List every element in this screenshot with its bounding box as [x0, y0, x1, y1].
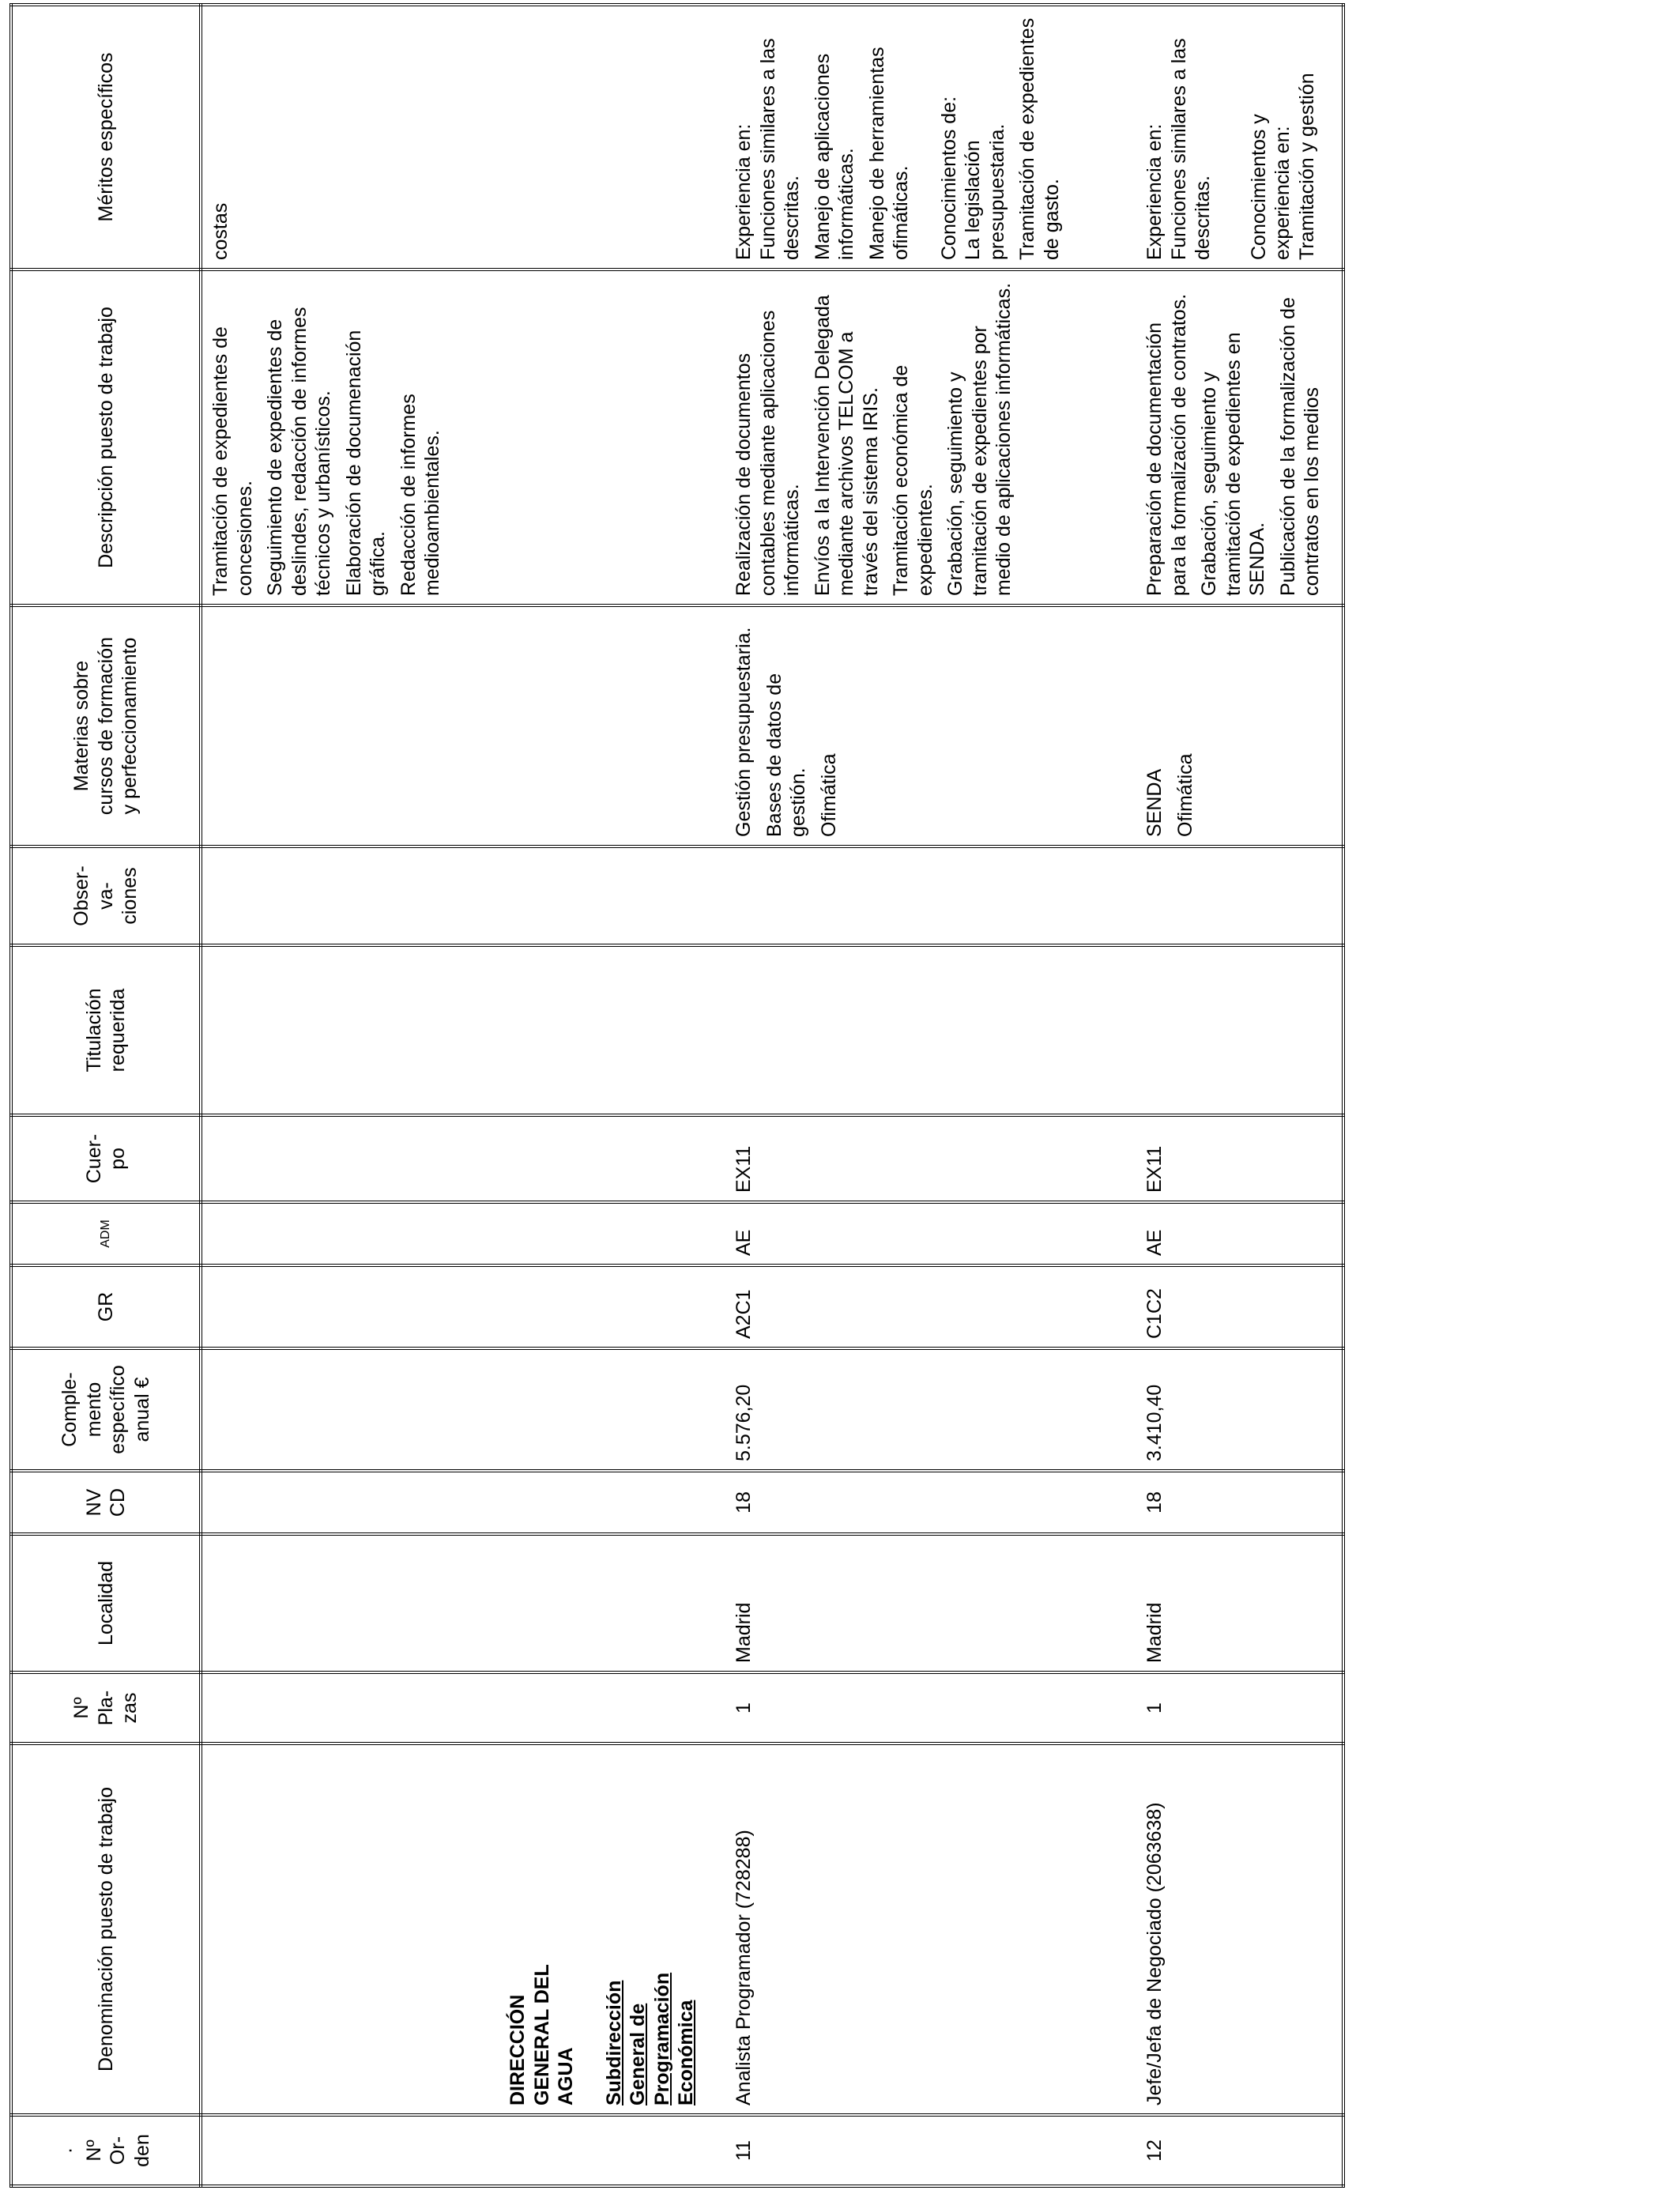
adm-cell: AE [1136, 1202, 1343, 1265]
section-row [499, 5, 725, 2186]
continuation-descripcion: Tramitación de expedientes de concesiones. Seguimiento de expedientes de deslindes, redacción de informes técnicos y urbanísticos. Elaboración de documenación gráfica. Redacción de informes medioambientales. [201, 270, 499, 605]
job-positions-table [9, 3, 1345, 2188]
table-row [1136, 5, 1343, 2186]
section-cell [499, 1744, 725, 2115]
header-materias: Materias sobre cursos de formación y perfeccionamiento [11, 605, 201, 846]
descripcion-cell: Realización de documentos contables mediante aplicaciones informáticas. Envíos a la Intervención Delegada mediante archivos TELCOM a través del sistema IRIS. Tramitación económica de expedientes. Grabación, seguimiento y tramitación de expedientes por medio de aplicaciones informáticas. [725, 270, 1136, 605]
grupo-cell: A2C1 [725, 1265, 1136, 1348]
nivel-cell: 18 [725, 1471, 1136, 1534]
header-nivel: NV CD [11, 1471, 201, 1534]
header-denominacion: Denominación puesto de trabajo [11, 1744, 201, 2115]
header-cuerpo: Cuer- po [11, 1115, 201, 1202]
nivel-cell: 18 [1136, 1471, 1343, 1534]
plazas-cell: 1 [725, 1672, 1136, 1744]
materias-cell: SENDA Ofimática [1136, 605, 1343, 846]
orden-cell: 12 [1136, 2115, 1343, 2186]
cuerpo-cell: EX11 [1136, 1115, 1343, 1202]
grupo-cell: C1C2 [1136, 1265, 1343, 1348]
header-orden: · Nº Or- den [11, 2115, 201, 2186]
header-titulacion: Titulación requerida [11, 945, 201, 1115]
localidad-cell: Madrid [1136, 1534, 1343, 1672]
adm-cell: AE [725, 1202, 1136, 1265]
cuerpo-cell: EX11 [725, 1115, 1136, 1202]
complemento-cell: 5.576,20 [725, 1348, 1136, 1471]
meritos-cell: Experiencia en: Funciones similares a las descritas. Conocimientos y experiencia en: Tramitación y gestión [1136, 5, 1343, 270]
meritos-cell: Experiencia en: Funciones similares a las descritas. Manejo de aplicaciones informáticas. Manejo de herramientas ofimáticas. Conocimientos de: La legislación presupuestaria. Tramitación de expedientes de gasto. [725, 5, 1136, 270]
subdireccion-general: Subdirección General de Programación Económica [602, 1972, 697, 2105]
orden-cell: 11 [725, 2115, 1136, 2186]
materias-cell: Gestión presupuestaria. Bases de datos de gestión. Ofimática [725, 605, 1136, 846]
observaciones-cell [725, 846, 1136, 945]
header-plazas: Nº Pla- zas [11, 1672, 201, 1744]
descripcion-cell: Preparación de documentación para la formalización de contratos. Grabación, seguimiento y tramitación de expedientes en SENDA. Publicación de la formalización de contratos en los medios [1136, 270, 1343, 605]
continuation-row [201, 5, 499, 2186]
table-row [725, 5, 1136, 2186]
header-meritos: Méritos específicos [11, 5, 201, 270]
titulacion-cell [1136, 945, 1343, 1115]
direccion-general: DIRECCIÓN GENERAL DEL AGUA [507, 1964, 577, 2105]
header-grupo: GR [11, 1265, 201, 1348]
header-localidad: Localidad [11, 1534, 201, 1672]
header-complemento: Comple- mento específico anual € [11, 1348, 201, 1471]
rotated-document-sheet [9, 6, 1345, 2188]
localidad-cell: Madrid [725, 1534, 1136, 1672]
denominacion-cell: Jefe/Jefa de Negociado (2063638) [1136, 1744, 1343, 2115]
header-adm: ADM [11, 1202, 201, 1265]
complemento-cell: 3.410,40 [1136, 1348, 1343, 1471]
header-descripcion: Descripción puesto de trabajo [11, 270, 201, 605]
header-row [11, 5, 201, 2186]
continuation-meritos: costas [201, 5, 499, 270]
observaciones-cell [1136, 846, 1343, 945]
titulacion-cell [725, 945, 1136, 1115]
plazas-cell: 1 [1136, 1672, 1343, 1744]
header-observaciones: Obser- va- ciones [11, 846, 201, 945]
denominacion-cell: Analista Programador (728288) [725, 1744, 1136, 2115]
